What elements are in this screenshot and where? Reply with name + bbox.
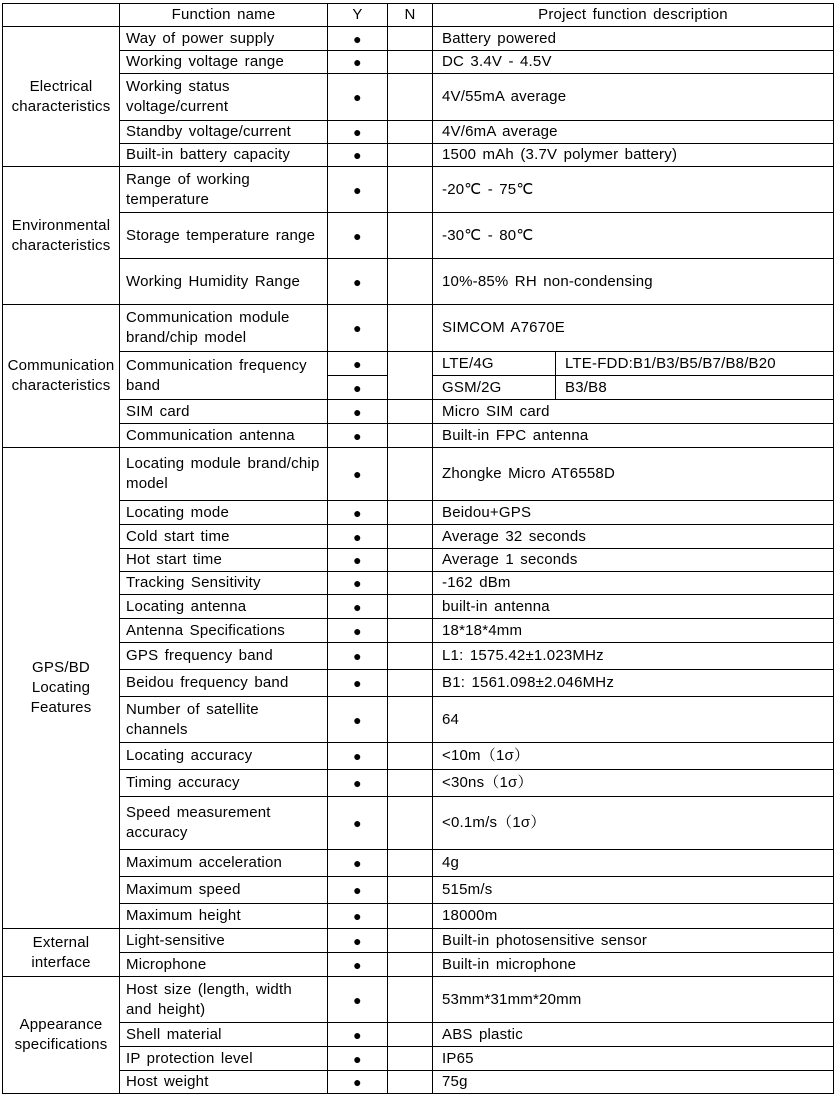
function-description: -30℃ - 80℃ xyxy=(433,213,834,259)
no-mark xyxy=(388,743,433,770)
function-description: 1500 mAh (3.7V polymer battery) xyxy=(433,144,834,167)
no-mark xyxy=(388,27,433,51)
yes-mark: ● xyxy=(328,595,388,619)
category-appearance: Appearance specifications xyxy=(3,977,120,1094)
yes-mark: ● xyxy=(328,549,388,572)
function-name: Maximum speed xyxy=(120,877,328,904)
function-description: L1: 1575.42±1.023MHz xyxy=(433,643,834,670)
function-description: -20℃ - 75℃ xyxy=(433,167,834,213)
table-row xyxy=(3,953,834,977)
no-mark xyxy=(388,572,433,595)
function-name: Host size (length, width and height) xyxy=(120,977,328,1023)
function-name: IP protection level xyxy=(120,1047,328,1071)
table-row xyxy=(3,977,834,1023)
yes-mark: ● xyxy=(328,448,388,501)
function-name: Range of working temperature xyxy=(120,167,328,213)
header-category xyxy=(3,4,120,27)
no-mark xyxy=(388,904,433,929)
function-name: Maximum acceleration xyxy=(120,850,328,877)
function-name: Communication frequency band xyxy=(120,352,328,400)
function-description: B1: 1561.098±2.046MHz xyxy=(433,670,834,697)
table-row xyxy=(3,619,834,643)
no-mark xyxy=(388,1071,433,1094)
function-description: IP65 xyxy=(433,1047,834,1071)
function-description: 4V/55mA average xyxy=(433,74,834,121)
function-description: 75g xyxy=(433,1071,834,1094)
category-electrical: Electrical characteristics xyxy=(3,27,120,167)
table-row xyxy=(3,27,834,51)
table-row xyxy=(3,1023,834,1047)
no-mark xyxy=(388,1023,433,1047)
yes-mark: ● xyxy=(328,167,388,213)
function-description: <10m（1σ） xyxy=(433,743,834,770)
function-description: <0.1m/s（1σ） xyxy=(433,797,834,850)
no-mark xyxy=(388,400,433,424)
table-row xyxy=(3,929,834,953)
function-name: Cold start time xyxy=(120,525,328,549)
function-description: -162 dBm xyxy=(433,572,834,595)
no-mark xyxy=(388,797,433,850)
table-row xyxy=(3,743,834,770)
yes-mark: ● xyxy=(328,977,388,1023)
function-name: Speed measurement accuracy xyxy=(120,797,328,850)
table-row xyxy=(3,74,834,121)
specification-table xyxy=(2,3,834,1094)
yes-mark: ● xyxy=(328,376,388,400)
function-name: Light-sensitive xyxy=(120,929,328,953)
function-name: Communication antenna xyxy=(120,424,328,448)
no-mark xyxy=(388,424,433,448)
function-name: Working status voltage/current xyxy=(120,74,328,121)
function-name: SIM card xyxy=(120,400,328,424)
table-row xyxy=(3,850,834,877)
function-description: 53mm*31mm*20mm xyxy=(433,977,834,1023)
function-description: 515m/s xyxy=(433,877,834,904)
yes-mark: ● xyxy=(328,424,388,448)
no-mark xyxy=(388,697,433,743)
no-mark xyxy=(388,877,433,904)
table-row xyxy=(3,525,834,549)
function-description: ABS plastic xyxy=(433,1023,834,1047)
table-row xyxy=(3,797,834,850)
function-description: Micro SIM card xyxy=(433,400,834,424)
function-name: Working Humidity Range xyxy=(120,259,328,305)
function-name: Built-in battery capacity xyxy=(120,144,328,167)
yes-mark: ● xyxy=(328,1023,388,1047)
function-name: GPS frequency band xyxy=(120,643,328,670)
table-row xyxy=(3,305,834,352)
yes-mark: ● xyxy=(328,51,388,74)
header-row xyxy=(3,4,834,27)
table-row xyxy=(3,697,834,743)
function-description: 4V/6mA average xyxy=(433,121,834,144)
function-name: Maximum height xyxy=(120,904,328,929)
yes-mark: ● xyxy=(328,27,388,51)
function-name: Timing accuracy xyxy=(120,770,328,797)
table-row xyxy=(3,877,834,904)
table-row xyxy=(3,144,834,167)
no-mark xyxy=(388,643,433,670)
no-mark xyxy=(388,167,433,213)
yes-mark: ● xyxy=(328,953,388,977)
yes-mark: ● xyxy=(328,1071,388,1094)
table-row xyxy=(3,595,834,619)
category-communication: Communication characteristics xyxy=(3,305,120,448)
yes-mark: ● xyxy=(328,352,388,376)
table-row xyxy=(3,1071,834,1094)
no-mark xyxy=(388,51,433,74)
yes-mark: ● xyxy=(328,213,388,259)
band-type-gsm: GSM/2G xyxy=(433,376,556,400)
yes-mark: ● xyxy=(328,74,388,121)
function-name: Way of power supply xyxy=(120,27,328,51)
band-type-lte: LTE/4G xyxy=(433,352,556,376)
function-name: Shell material xyxy=(120,1023,328,1047)
table-row xyxy=(3,643,834,670)
function-description: Built-in microphone xyxy=(433,953,834,977)
table-row xyxy=(3,167,834,213)
table-row xyxy=(3,51,834,74)
yes-mark: ● xyxy=(328,572,388,595)
yes-mark: ● xyxy=(328,643,388,670)
table-row xyxy=(3,448,834,501)
function-description: Zhongke Micro AT6558D xyxy=(433,448,834,501)
no-mark xyxy=(388,74,433,121)
function-description: Built-in FPC antenna xyxy=(433,424,834,448)
yes-mark: ● xyxy=(328,259,388,305)
table-row xyxy=(3,213,834,259)
yes-mark: ● xyxy=(328,850,388,877)
yes-mark: ● xyxy=(328,697,388,743)
function-description: built-in antenna xyxy=(433,595,834,619)
no-mark xyxy=(388,144,433,167)
function-name: Locating module brand/chip model xyxy=(120,448,328,501)
function-description: Average 32 seconds xyxy=(433,525,834,549)
yes-mark: ● xyxy=(328,877,388,904)
yes-mark: ● xyxy=(328,929,388,953)
band-values-gsm: B3/B8 xyxy=(556,376,834,400)
no-mark xyxy=(388,850,433,877)
no-mark xyxy=(388,977,433,1023)
no-mark xyxy=(388,121,433,144)
yes-mark: ● xyxy=(328,670,388,697)
yes-mark: ● xyxy=(328,305,388,352)
yes-mark: ● xyxy=(328,797,388,850)
yes-mark: ● xyxy=(328,144,388,167)
function-name: Microphone xyxy=(120,953,328,977)
function-description: SIMCOM A7670E xyxy=(433,305,834,352)
header-description: Project function description xyxy=(433,4,834,27)
function-description: Beidou+GPS xyxy=(433,501,834,525)
function-name: Host weight xyxy=(120,1071,328,1094)
header-n: N xyxy=(388,4,433,27)
yes-mark: ● xyxy=(328,1047,388,1071)
no-mark xyxy=(388,670,433,697)
no-mark xyxy=(388,619,433,643)
category-environmental: Environmental characteristics xyxy=(3,167,120,305)
function-description: 4g xyxy=(433,850,834,877)
no-mark xyxy=(388,448,433,501)
function-description: <30ns（1σ） xyxy=(433,770,834,797)
function-description: DC 3.4V - 4.5V xyxy=(433,51,834,74)
function-description: 18000m xyxy=(433,904,834,929)
table-row xyxy=(3,400,834,424)
table-row xyxy=(3,572,834,595)
table-row xyxy=(3,121,834,144)
function-name: Beidou frequency band xyxy=(120,670,328,697)
function-name: Tracking Sensitivity xyxy=(120,572,328,595)
yes-mark: ● xyxy=(328,904,388,929)
function-name: Standby voltage/current xyxy=(120,121,328,144)
table-row xyxy=(3,670,834,697)
table-row xyxy=(3,904,834,929)
yes-mark: ● xyxy=(328,121,388,144)
no-mark xyxy=(388,352,433,400)
no-mark xyxy=(388,953,433,977)
function-description: 64 xyxy=(433,697,834,743)
function-name: Hot start time xyxy=(120,549,328,572)
function-description: 18*18*4mm xyxy=(433,619,834,643)
function-description: Battery powered xyxy=(433,27,834,51)
category-external-interface: External interface xyxy=(3,929,120,977)
table-row xyxy=(3,424,834,448)
function-name: Number of satellite channels xyxy=(120,697,328,743)
table-row xyxy=(3,352,834,376)
no-mark xyxy=(388,501,433,525)
function-description: 10%-85% RH non-condensing xyxy=(433,259,834,305)
yes-mark: ● xyxy=(328,400,388,424)
no-mark xyxy=(388,549,433,572)
no-mark xyxy=(388,213,433,259)
no-mark xyxy=(388,1047,433,1071)
function-name: Locating mode xyxy=(120,501,328,525)
function-name: Antenna Specifications xyxy=(120,619,328,643)
function-name: Working voltage range xyxy=(120,51,328,74)
table-row xyxy=(3,501,834,525)
table-row xyxy=(3,770,834,797)
yes-mark: ● xyxy=(328,619,388,643)
function-description: Built-in photosensitive sensor xyxy=(433,929,834,953)
no-mark xyxy=(388,770,433,797)
table-row xyxy=(3,1047,834,1071)
no-mark xyxy=(388,305,433,352)
header-function-name: Function name xyxy=(120,4,328,27)
function-name: Locating antenna xyxy=(120,595,328,619)
category-gps-bd: GPS/BD Locating Features xyxy=(3,448,120,929)
yes-mark: ● xyxy=(328,770,388,797)
yes-mark: ● xyxy=(328,501,388,525)
table-row xyxy=(3,259,834,305)
function-name: Locating accuracy xyxy=(120,743,328,770)
function-description: Average 1 seconds xyxy=(433,549,834,572)
table-row xyxy=(3,549,834,572)
no-mark xyxy=(388,929,433,953)
band-values-lte: LTE-FDD:B1/B3/B5/B7/B8/B20 xyxy=(556,352,834,376)
yes-mark: ● xyxy=(328,525,388,549)
no-mark xyxy=(388,525,433,549)
function-name: Communication module brand/chip model xyxy=(120,305,328,352)
no-mark xyxy=(388,595,433,619)
function-name: Storage temperature range xyxy=(120,213,328,259)
header-y: Y xyxy=(328,4,388,27)
yes-mark: ● xyxy=(328,743,388,770)
no-mark xyxy=(388,259,433,305)
